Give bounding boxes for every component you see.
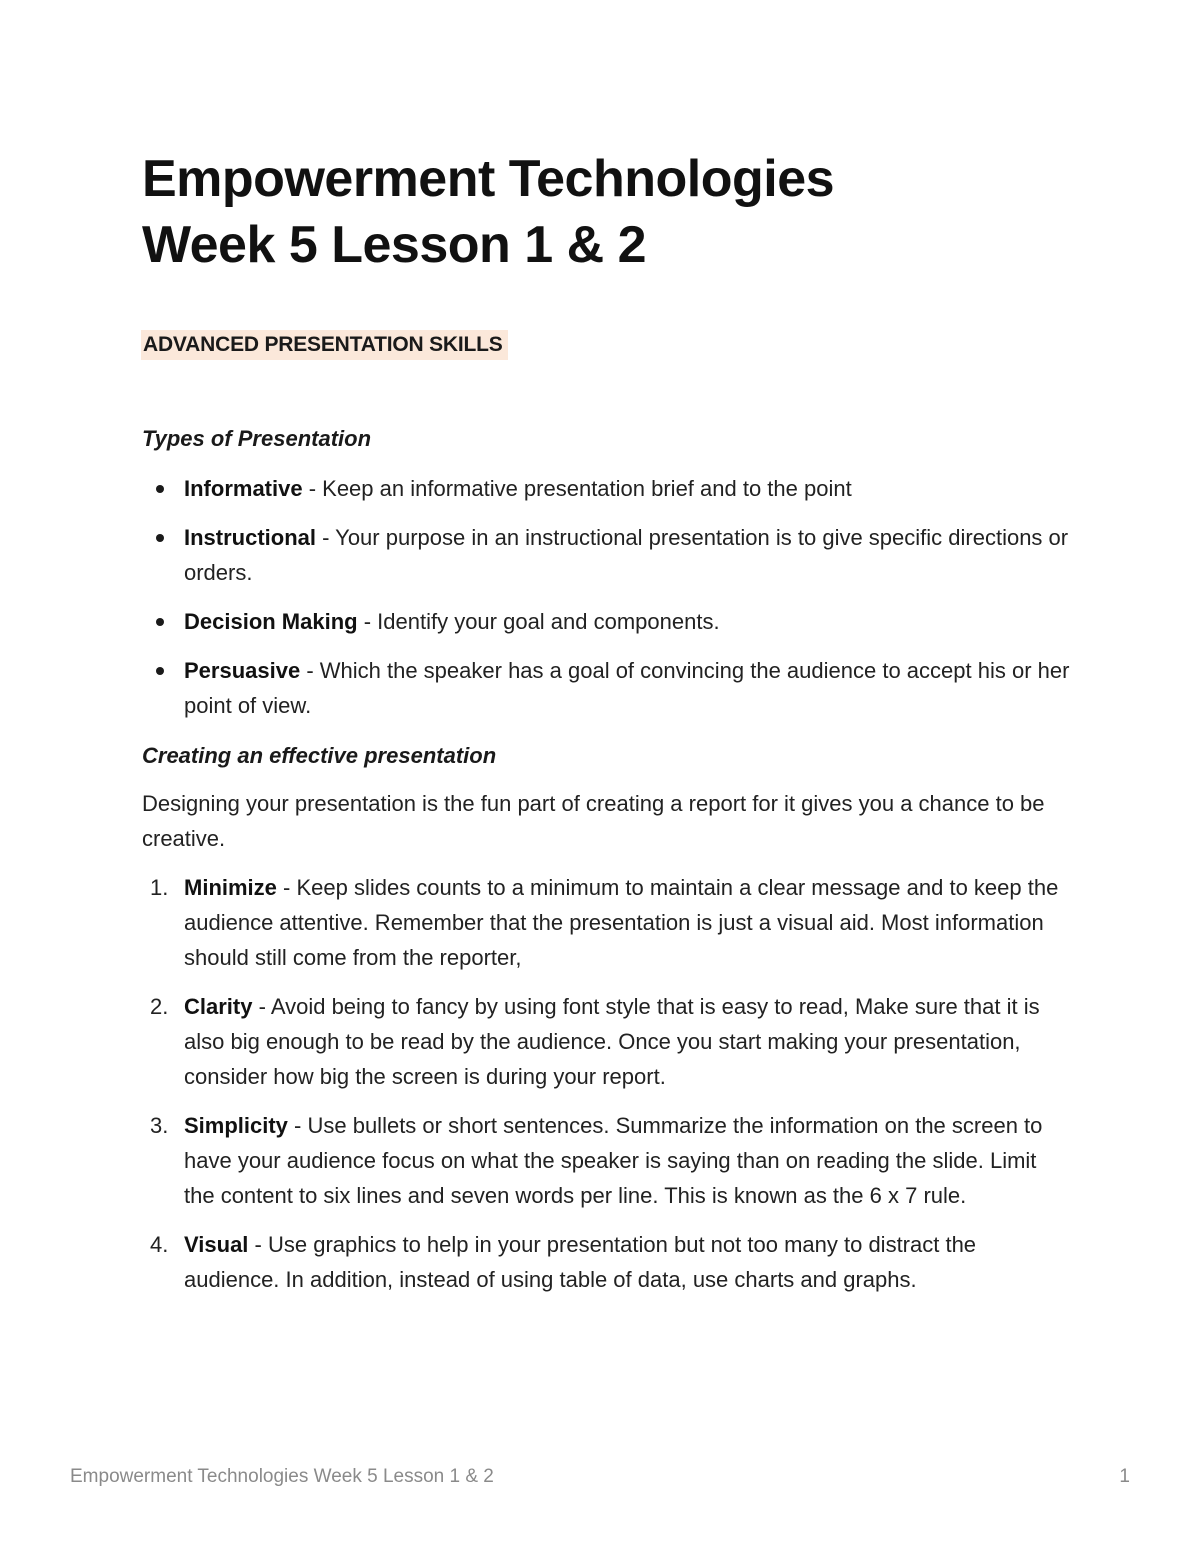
- tip-term: Clarity: [184, 994, 253, 1019]
- list-item: [142, 989, 1072, 1094]
- list-number: 3.: [150, 1113, 169, 1138]
- section-heading-highlighted: ADVANCED PRESENTATION SKILLS: [141, 330, 508, 360]
- tip-description: - Use bullets or short sentences. Summarize the information on the screen to have your audience focus on what the speaker is saying than on reading the slide. Limit the content to six lines and seven words per line. This is known as the 6 x 7 rule.: [184, 1113, 1043, 1208]
- tip-term: Simplicity: [184, 1113, 288, 1138]
- list-item: [142, 471, 1082, 506]
- type-description: - Your purpose in an instructional presentation is to give specific directions or orders.: [184, 525, 1069, 585]
- types-heading: Types of Presentation: [142, 426, 372, 451]
- tip-description: - Keep slides counts to a minimum to maintain a clear message and to keep the audience attentive. Remember that the presentation is just a visual aid. Most information should still come from the reporter,: [184, 875, 1059, 970]
- list-item: [142, 520, 1082, 590]
- type-term: Persuasive: [184, 658, 301, 683]
- footer-page-number: 1: [1119, 1466, 1130, 1487]
- footer-document-title: Empowerment Technologies Week 5 Lesson 1 & 2: [70, 1466, 494, 1487]
- bullet-dot-icon: [156, 667, 164, 675]
- bullet-dot-icon: [156, 534, 164, 542]
- page-title: [142, 146, 1102, 278]
- list-item: [142, 1227, 1072, 1297]
- list-item: [142, 653, 1082, 723]
- type-description: - Keep an informative presentation brief and to the point: [302, 476, 852, 501]
- type-description: - Identify your goal and components.: [357, 609, 720, 634]
- tip-description: - Avoid being to fancy by using font style that is easy to read, Make sure that it is also big enough to be read by the audience. Once you start making your presentation, consider how big the screen is during your report.: [184, 994, 1040, 1089]
- title-line-1: Empowerment Technologies: [142, 150, 835, 208]
- bullet-dot-icon: [156, 618, 164, 626]
- list-item: [142, 1108, 1072, 1213]
- list-number: 2.: [150, 994, 169, 1019]
- title-line-2: Week 5 Lesson 1 & 2: [142, 216, 646, 274]
- type-description: - Which the speaker has a goal of convincing the audience to accept his or her point of view.: [184, 658, 1070, 718]
- type-term: Informative: [184, 476, 303, 501]
- type-term: Decision Making: [184, 609, 358, 634]
- tip-description: - Use graphics to help in your presentation but not too many to distract the audience. In addition, instead of using table of data, use charts and graphs.: [184, 1232, 977, 1292]
- list-number: 1.: [150, 875, 169, 900]
- creating-heading: Creating an effective presentation: [142, 743, 497, 768]
- tips-list: [142, 870, 1072, 1311]
- list-item: [142, 604, 1082, 639]
- list-item: [142, 870, 1072, 975]
- types-list: [142, 471, 1082, 737]
- tip-term: Minimize: [184, 875, 277, 900]
- type-term: Instructional: [184, 525, 317, 550]
- creating-intro-paragraph: Designing your presentation is the fun part of creating a report for it gives you a chance to be creative.: [142, 791, 1045, 851]
- list-number: 4.: [150, 1232, 169, 1257]
- bullet-dot-icon: [156, 485, 164, 493]
- tip-term: Visual: [184, 1232, 249, 1257]
